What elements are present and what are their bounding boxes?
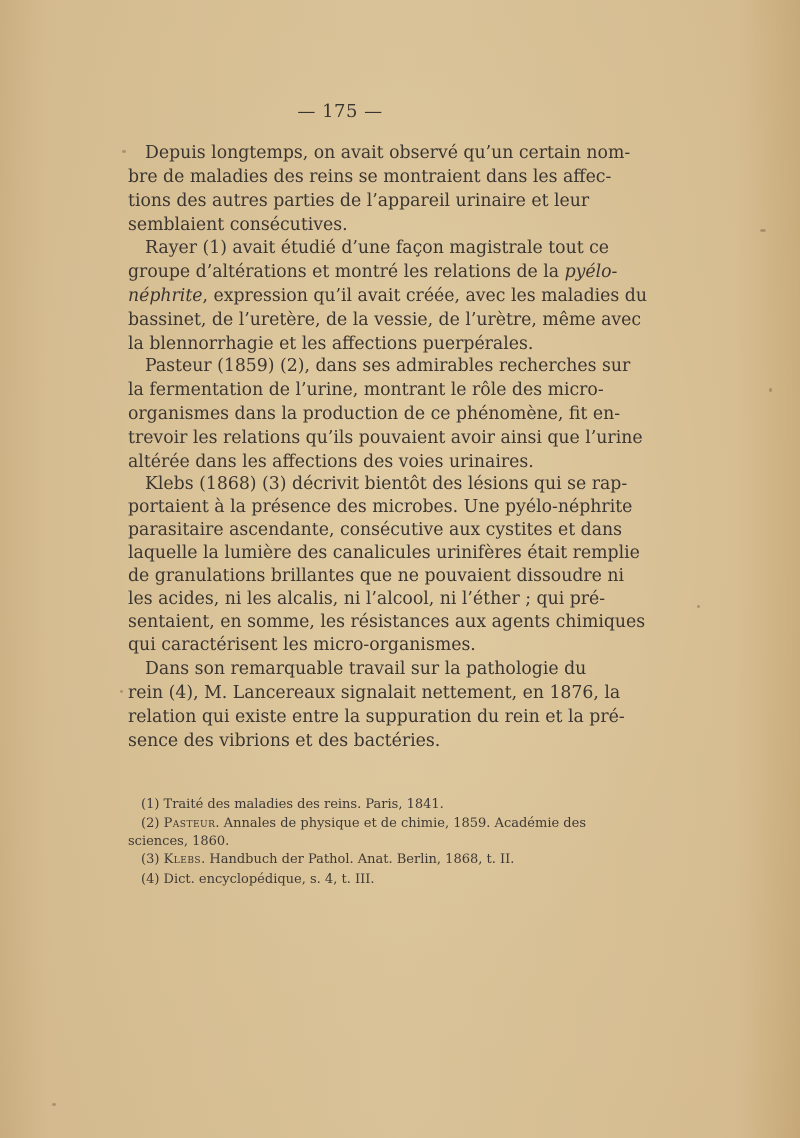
footnote-mark: (3) — [141, 852, 160, 867]
text-line: de granulations brillantes que ne pouvaient dissoudre ni — [128, 566, 625, 586]
text-line: Pasteur (1859) (2), dans ses admirables recherches sur — [145, 356, 631, 376]
footnote-text: . Handbuch der Pathol. Anat. Berlin, 1868, t. II. — [201, 852, 515, 867]
text-line: sence des vibrions et des bactéries. — [128, 731, 441, 751]
paper-speck — [122, 150, 126, 153]
footnote: (4) Dict. encyclopédique, s. 4, t. III. — [141, 872, 375, 887]
text-run: , expression qu’il avait créée, avec les maladies du — [202, 286, 647, 306]
italic-term: néphrite — [128, 286, 203, 306]
text-line-mixed — [128, 284, 647, 308]
text-line: organismes dans la production de ce phénomène, fit en- — [128, 404, 621, 424]
paper-speck — [760, 229, 766, 232]
text-line: portaient à la présence des microbes. Une pyélo-néphrite — [128, 497, 633, 517]
text-line-mixed — [128, 260, 618, 284]
footnote — [141, 815, 586, 833]
text-line: qui caractérisent les micro-organismes. — [128, 635, 476, 655]
text-line: bassinet, de l’uretère, de la vessie, de l’urètre, même avec — [128, 310, 642, 330]
paper-speck — [769, 388, 772, 392]
text-line: trevoir les relations qu’ils pouvaient avoir ainsi que l’urine — [128, 428, 643, 448]
footnote: (1) Traité des maladies des reins. Paris, 1841. — [141, 797, 444, 812]
paper-speck — [697, 605, 700, 608]
paper-speck — [52, 1103, 56, 1106]
text-line: les acides, ni les alcalis, ni l’alcool, ni l’éther ; qui pré- — [128, 589, 606, 609]
page-number: — 175 — — [297, 101, 383, 122]
text-line: rein (4), M. Lancereaux signalait nettement, en 1876, la — [128, 683, 621, 703]
text-run: groupe d’altérations et montré les relations de la — [128, 262, 560, 282]
footnote — [141, 851, 514, 869]
paper-speck — [120, 690, 123, 693]
text-line: semblaient consécutives. — [128, 215, 348, 235]
text-line: laquelle la lumière des canalicules urinifères était remplie — [128, 543, 640, 563]
text-line: Klebs (1868) (3) décrivit bientôt des lésions qui se rap- — [145, 474, 628, 494]
text-line: la blennorrhagie et les affections puerpérales. — [128, 334, 534, 354]
footnote-mark: (2) — [141, 816, 160, 831]
text-line: relation qui existe entre la suppuration du rein et la pré- — [128, 707, 625, 727]
text-line: tions des autres parties de l’appareil urinaire et leur — [128, 191, 590, 211]
italic-term: pyélo- — [564, 262, 618, 282]
text-line: Depuis longtemps, on avait observé qu’un certain nom- — [145, 143, 631, 163]
footnote-author: Pasteur — [163, 816, 216, 831]
text-line: Rayer (1) avait étudié d’une façon magistrale tout ce — [145, 238, 610, 258]
footnote-continuation: sciences, 1860. — [128, 834, 230, 849]
footnote-author: Klebs — [163, 852, 202, 867]
text-line: la fermentation de l’urine, montrant le rôle des micro- — [128, 380, 604, 400]
text-line: sentaient, en somme, les résistances aux agents chimiques — [128, 612, 646, 632]
footnote-text: . Annales de physique et de chimie, 1859. Académie des — [215, 816, 586, 831]
text-line: altérée dans les affections des voies urinaires. — [128, 452, 534, 472]
text-line: bre de maladies des reins se montraient dans les affec- — [128, 167, 612, 187]
text-line: Dans son remarquable travail sur la pathologie du — [145, 659, 587, 679]
text-line: parasitaire ascendante, consécutive aux cystites et dans — [128, 520, 623, 540]
